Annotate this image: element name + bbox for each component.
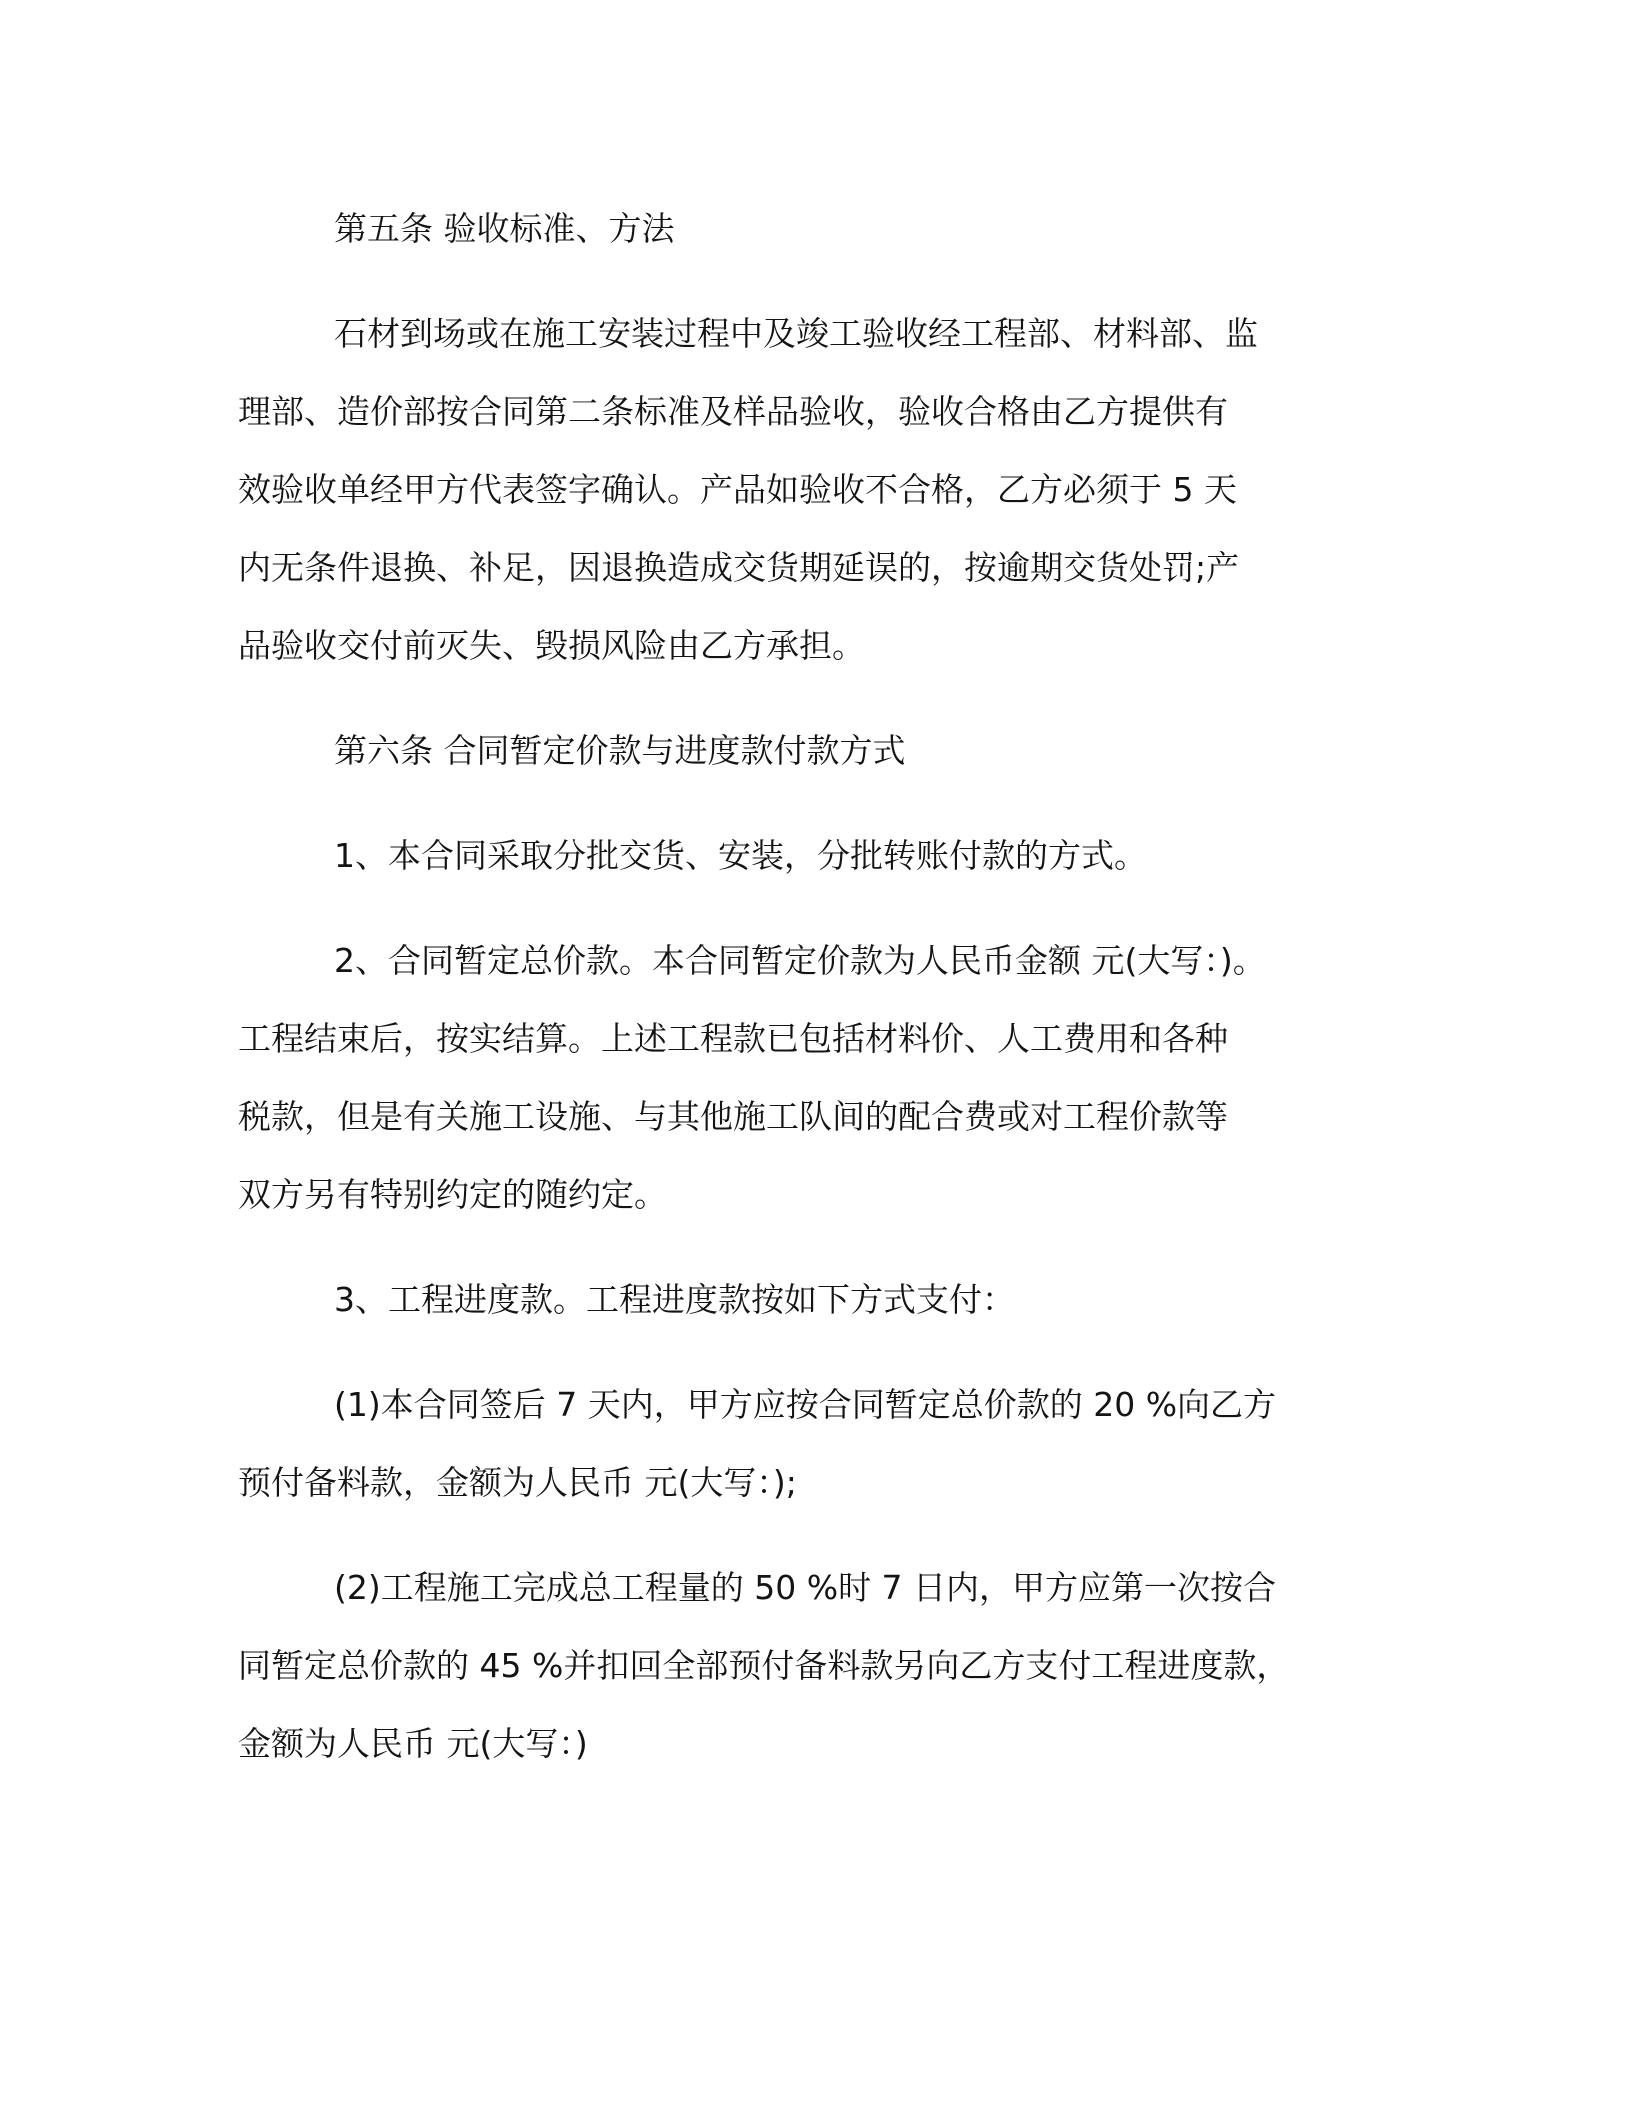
section6-sub-item-1-line-1: (1)本合同签后 7 天内，甲方应按合同暂定总价款的 20 %向乙方 (334, 1385, 1277, 1424)
section6-item-2-line-2: 工程结束后，按实结算。上述工程款已包括材料价、人工费用和各种 (238, 1019, 1228, 1058)
section5-line-2: 理部、造价部按合同第二条标准及样品验收，验收合格由乙方提供有 (238, 392, 1228, 431)
section5-line-1: 石材到场或在施工安装过程中及竣工验收经工程部、材料部、监 (334, 314, 1258, 353)
document-body (238, 190, 1398, 1810)
section6-sub-item-2-line-2: 同暂定总价款的 45 %并扣回全部预付备料款另向乙方支付工程进度款， (238, 1646, 1290, 1685)
section5-paragraph (238, 295, 1398, 685)
section6-item-2-line-1: 2、合同暂定总价款。本合同暂定价款为人民币金额 元(大写：)。 (334, 941, 1266, 980)
section6-sub-item-2 (238, 1549, 1398, 1783)
section5-line-4: 内无条件退换、补足，因退换造成交货期延误的，按逾期交货处罚;产 (238, 548, 1240, 587)
section6-item-2-line-3: 税款，但是有关施工设施、与其他施工队间的配合费或对工程价款等 (238, 1097, 1228, 1136)
section6-item-2-line-4: 双方另有特别约定的随约定。 (238, 1175, 667, 1214)
section6-item-2 (238, 922, 1398, 1234)
section6-item-1: 1、本合同采取分批交货、安装，分批转账付款的方式。 (334, 836, 1147, 875)
section6-sub-item-2-line-3: 金额为人民币 元(大写：) (238, 1724, 588, 1763)
section5-line-3: 效验收单经甲方代表签字确认。产品如验收不合格，乙方必须于 5 天 (238, 470, 1237, 509)
section6-sub-item-1 (238, 1366, 1398, 1522)
section6-title: 第六条 合同暂定价款与进度款付款方式 (334, 731, 906, 770)
section6-sub-item-1-line-2: 预付备料款，金额为人民币 元(大写：); (238, 1463, 797, 1502)
section6-sub-item-2-line-1: (2)工程施工完成总工程量的 50 %时 7 日内，甲方应第一次按合 (334, 1568, 1277, 1607)
section6-item-3: 3、工程进度款。工程进度款按如下方式支付： (334, 1280, 1015, 1319)
section5-line-5: 品验收交付前灭失、毁损风险由乙方承担。 (238, 626, 865, 665)
section5-title: 第五条 验收标准、方法 (334, 209, 675, 248)
